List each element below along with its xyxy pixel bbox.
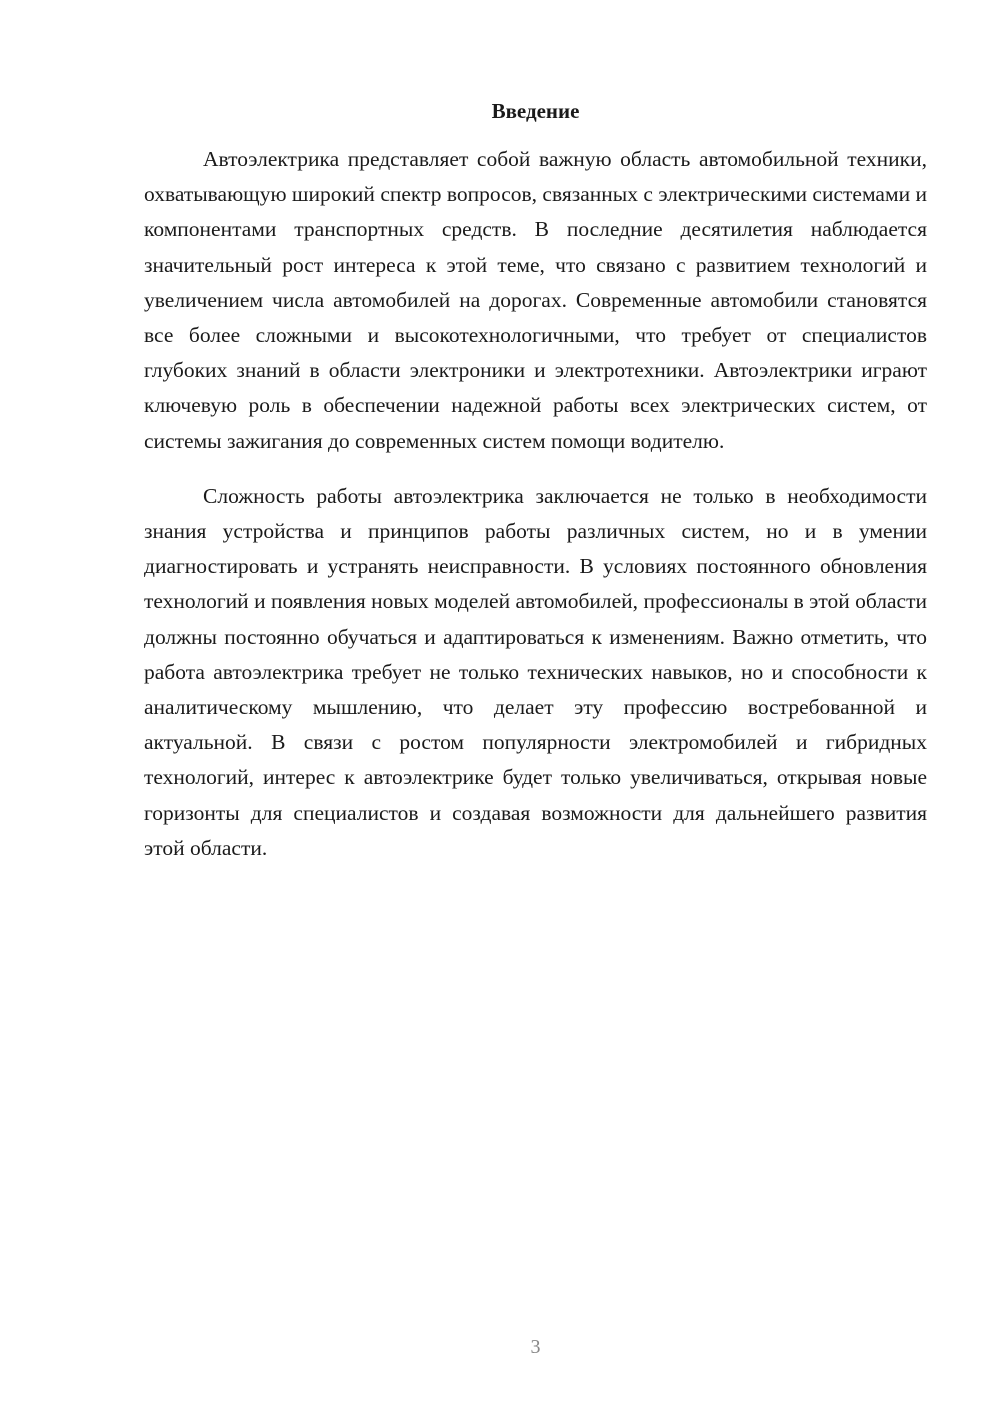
section-heading: Введение	[491, 99, 580, 123]
page-number: 3	[530, 1336, 541, 1358]
paragraph-2: Сложность работы автоэлектрика заключается не только в необходимости знания устройства и принципов работы различных систем, но и в умении диагностировать и устранять неисправности. В условиях постоянного обновления технологий и появления новых моделей автомобилей, профессионалы в этой области должны постоянно обучаться и адаптироваться к изменениям. Важно отметить, что работа автоэлектрика требует не только технических навыков, но и способности к аналитическому мышлению, что делает эту профессию востребованной и актуальной. В связи с ростом популярности электромобилей и гибридных технологий, интерес к автоэлектрике будет только увеличиваться, открывая новые горизонты для специалистов и создавая возможности для дальнейшего развития этой области.	[144, 483, 927, 860]
body-text	[144, 142, 927, 866]
paragraph-1: Автоэлектрика представляет собой важную область автомобильной техники, охватывающую широкий спектр вопросов, связанных с электрическими системами и компонентами транспортных средств. В последние десятилетия наблюдается значительный рост интереса к этой теме, что связано с развитием технологий и увеличением числа автомобилей на дорогах. Современные автомобили становятся все более сложными и высокотехнологичными, что требует от специалистов глубоких знаний в области электроники и электротехники. Автоэлектрики играют ключевую роль в обеспечении надежной работы всех электрических систем, от системы зажигания до современных систем помощи водителю.	[144, 147, 927, 453]
